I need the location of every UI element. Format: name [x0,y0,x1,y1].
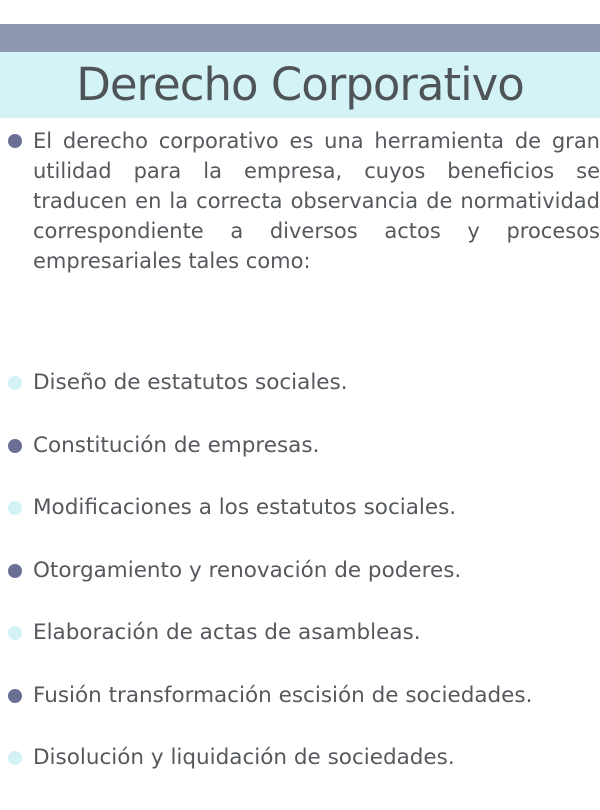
intro-bullet-icon [8,134,22,148]
list-item-label: Modificaciones a los estatutos sociales. [33,495,457,520]
top-accent-band [0,24,600,52]
bullet-icon [8,751,22,765]
bullet-icon [8,626,22,640]
list-item-label: Disolución y liquidación de sociedades. [33,745,455,770]
list-item [8,679,600,742]
bullet-icon [8,689,22,703]
page-title: Derecho Corporativo [76,58,524,111]
intro-paragraph: El derecho corporativo es una herramienta de gran utilidad para la empresa, cuyos beneficios se traducen en la correcta observancia de normatividad correspondiente a diversos actos y procesos empresariales tales como: [33,129,600,273]
list-item [8,616,600,679]
list-item-label: Diseño de estatutos sociales. [33,370,348,395]
bullet-icon [8,376,22,390]
list-item-label: Elaboración de actas de asambleas. [33,620,421,645]
services-list [8,366,600,804]
list-item-label: Fusión transformación escisión de sociedades. [33,682,533,708]
list-item [8,491,600,554]
bullet-icon [8,439,22,453]
list-item [8,429,600,492]
list-item-label: Otorgamiento y renovación de poderes. [33,557,462,583]
list-item [8,741,600,804]
intro-block [8,126,600,276]
list-item [8,366,600,429]
bullet-icon [8,501,22,515]
list-item [8,554,600,617]
list-item-label: Constitución de empresas. [33,432,320,458]
bullet-icon [8,564,22,578]
